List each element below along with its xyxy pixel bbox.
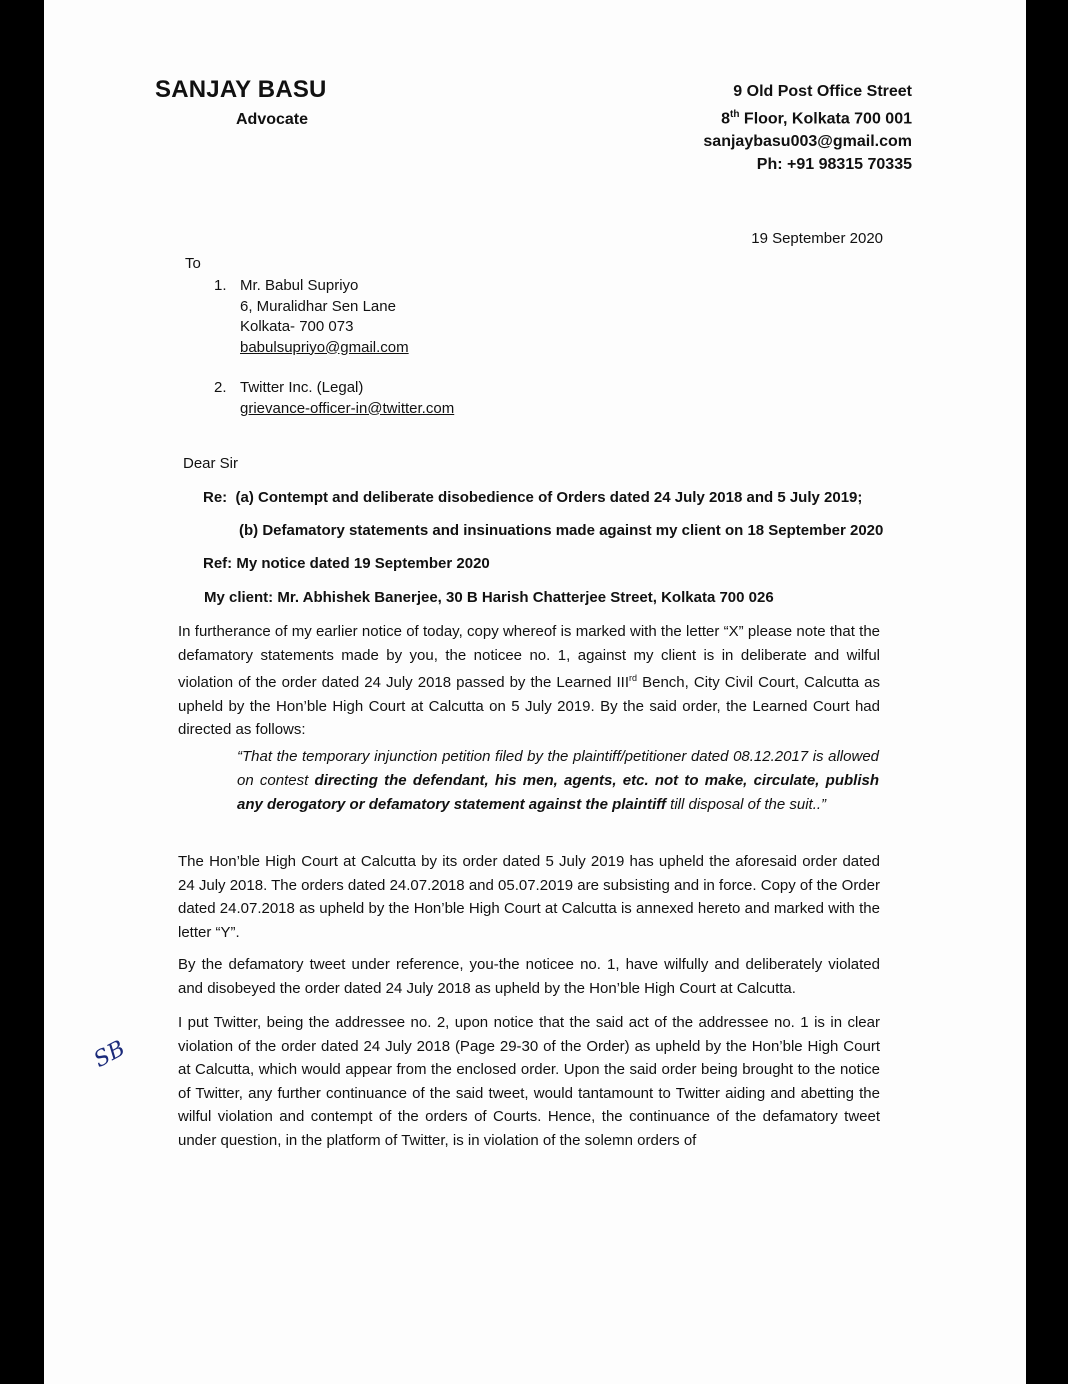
court-order-quote: “That the temporary injunction petition filed by the plaintiff/petitioner dated 08.12.2017 is allowed on contest directing the defendant, his men, agents, etc. not to make, circulate, publish any derogatory or defamatory statement against the plaintiff till disposal of the suit..” bbox=[237, 748, 879, 813]
recipient-email-link[interactable]: babulsupriyo@gmail.com bbox=[240, 338, 409, 356]
salutation: Dear Sir bbox=[183, 455, 239, 472]
subject-a-text: (a) Contempt and deliberate disobedience of Orders dated 24 July 2018 and 5 July 2019; bbox=[235, 489, 863, 506]
sender-address bbox=[703, 80, 912, 176]
sender-phone: Ph: +91 98315 70335 bbox=[756, 156, 912, 174]
recipient-city: Kolkata- 700 073 bbox=[240, 318, 354, 335]
sender-email: sanjaybasu003@gmail.com bbox=[703, 133, 912, 151]
client-line: My client: Mr. Abhishek Banerjee, 30 B Harish Chatterjee Street, Kolkata 700 026 bbox=[204, 589, 774, 606]
subject-a bbox=[203, 489, 862, 506]
sender-name: SANJAY BASU bbox=[155, 76, 327, 103]
recipient-number: 2. bbox=[214, 379, 227, 396]
letter-date: 19 September 2020 bbox=[751, 230, 883, 247]
recipient-name: Mr. Babul Supriyo bbox=[240, 277, 359, 294]
scan-edge-mark bbox=[1060, 14, 1068, 66]
recipient-number: 1. bbox=[214, 277, 227, 294]
subject-b: (b) Defamatory statements and insinuations made against my client on 18 September 2020 bbox=[239, 522, 884, 539]
to-label: To bbox=[185, 255, 201, 272]
paragraph-4: I put Twitter, being the addressee no. 2, upon notice that the said act of the addressee no. 1 is in clear violation of the order dated 24 July 2018 (Page 29-30 of the Order) as upheld by the Hon’ble High Court at Calcutta, which would appear from the enclosed order. Upon the said order being brought to the notice of Twitter, any further continuance of the said tweet, would tantamount to Twitter aiding and abetting the wilful violation and contempt of the orders of Courts. Hence, the continuance of the defamatory tweet under question, in the platform of Twitter, is in violation of the solemn orders of bbox=[178, 1014, 880, 1149]
paragraph-3: By the defamatory tweet under reference, you-the noticee no. 1, have wilfully and deliberately violated and disobeyed the order dated 24 July 2018 as upheld by the Hon’ble High Court at Calcutta. bbox=[178, 956, 880, 997]
address-line-1: 9 Old Post Office Street bbox=[733, 83, 912, 100]
letter-page bbox=[44, 0, 1026, 1384]
sender-title: Advocate bbox=[236, 111, 309, 128]
paragraph-1: In furtherance of my earlier notice of today, copy whereof is marked with the letter “X” please note that the defamatory statements made by you, the noticee no. 1, against my client is in deliberate and wilful violation of the order dated 24 July 2018 passed by the Learned IIIrd Bench, City Civil Court, Calcutta as upheld by the Hon’ble High Court at Calcutta on 5 July 2019. By the said order, the Learned Court had directed as follows: bbox=[178, 623, 880, 738]
recipient-name: Twitter Inc. (Legal) bbox=[240, 379, 364, 396]
paragraph-2: The Hon’ble High Court at Calcutta by its order dated 5 July 2019 has upheld the aforesaid order dated 24 July 2018. The orders dated 24.07.2018 and 05.07.2019 are subsisting and in force. Copy of the Order dated 24.07.2018 as upheld by the Hon’ble High Court at Calcutta is annexed hereto and marked with the letter “Y”. bbox=[178, 853, 880, 941]
re-label: Re: bbox=[203, 489, 228, 506]
handwritten-initials: SB bbox=[89, 1036, 130, 1073]
recipient-email-link[interactable]: grievance-officer-in@twitter.com bbox=[240, 399, 455, 417]
recipient-address: 6, Muralidhar Sen Lane bbox=[240, 297, 396, 315]
address-line-2: 8th Floor, Kolkata 700 001 bbox=[721, 109, 912, 128]
quote-emphasis: directing the defendant, his men, agents, etc. not to make, circulate, publish any derogatory or defamatory statement against the plaintiff bbox=[237, 772, 879, 813]
reference-line: Ref: My notice dated 19 September 2020 bbox=[203, 555, 490, 572]
